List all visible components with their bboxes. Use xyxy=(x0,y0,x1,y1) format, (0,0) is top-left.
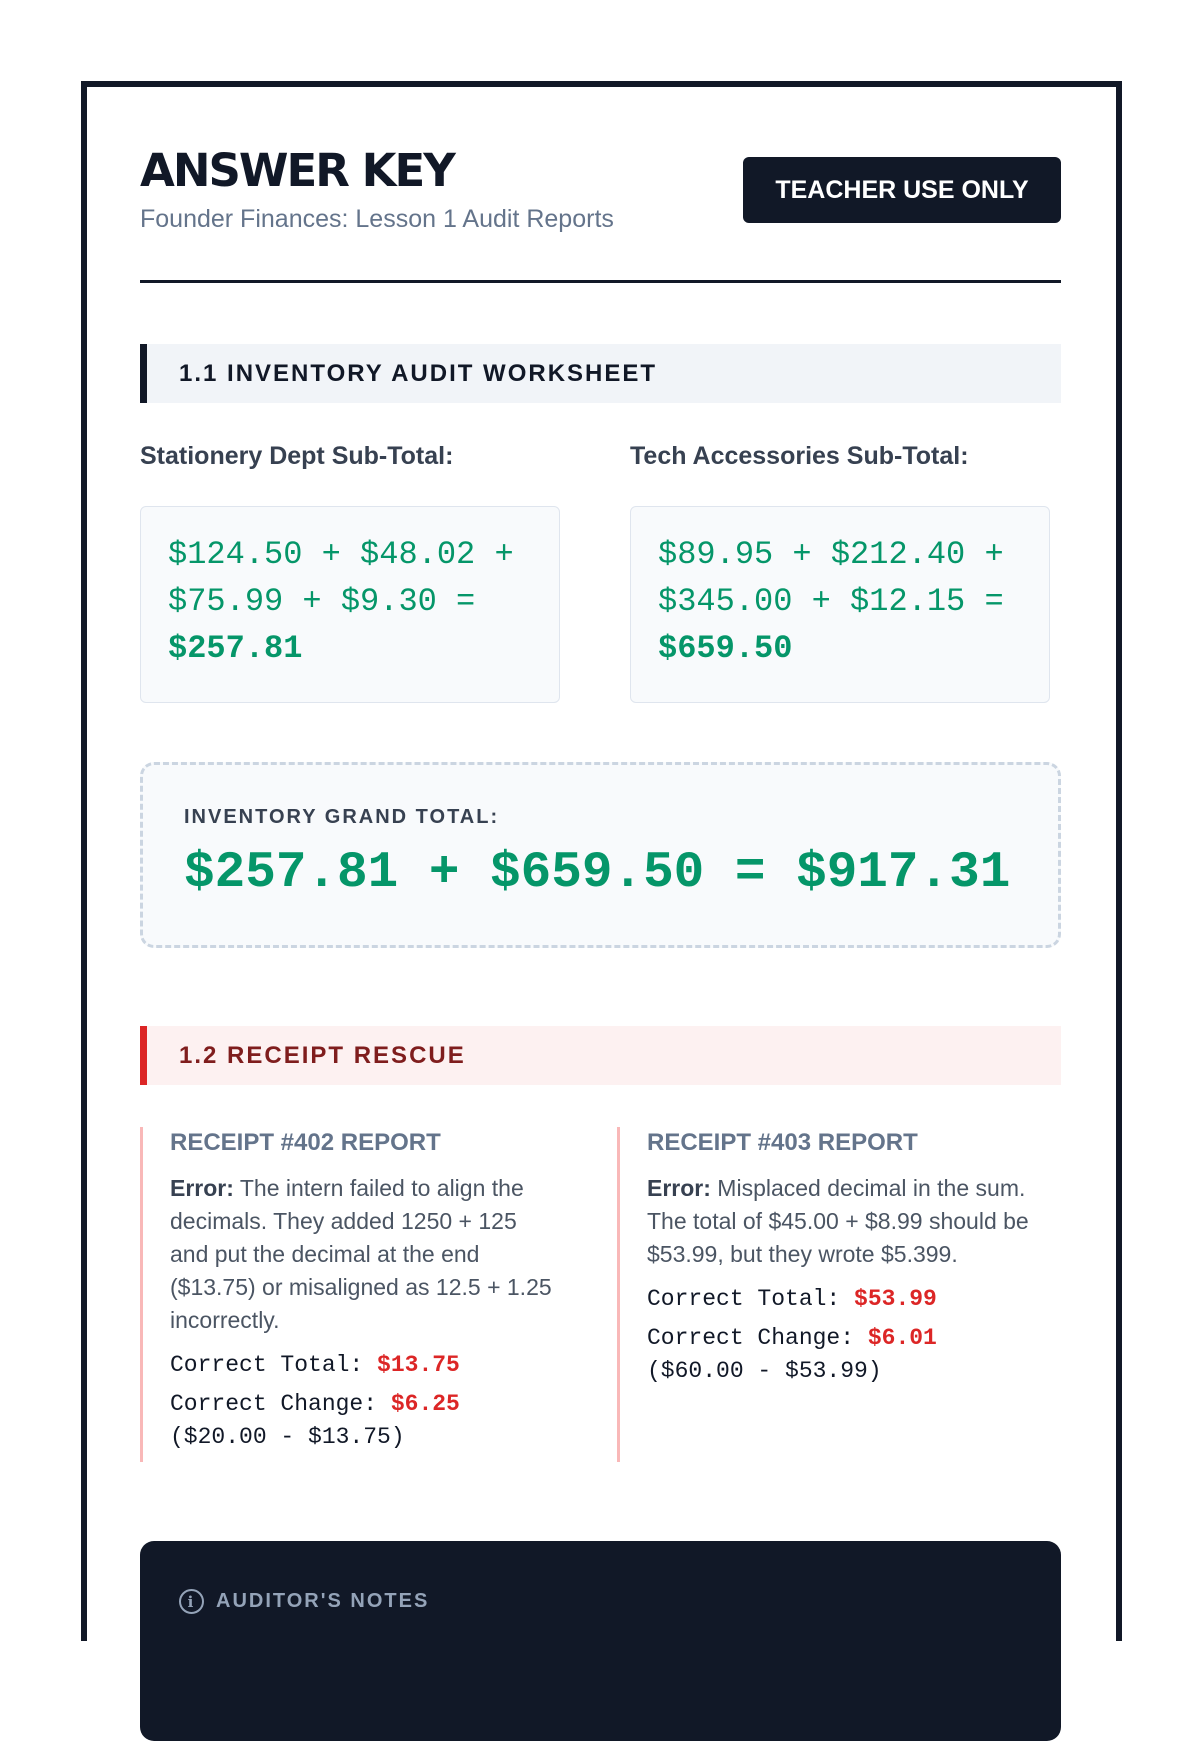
error-text: Misplaced decimal in the sum. The total of $45.00 + $8.99 should be $53.99, but they wrote $5.399. xyxy=(647,1175,1029,1267)
receipt-402-total xyxy=(170,1349,560,1382)
auditors-notes-title: AUDITOR'S NOTES xyxy=(216,1590,430,1612)
receipt-403-error xyxy=(647,1172,1037,1271)
change-value: $6.01 xyxy=(867,1325,937,1351)
page-header xyxy=(140,143,1061,283)
stationery-line-1: $124.50 + $48.02 + xyxy=(168,536,514,573)
stationery-line-2: $75.99 + $9.30 = xyxy=(168,583,476,620)
total-label: Correct Total: xyxy=(647,1286,855,1312)
section-heading-receipts: 1.2 RECEIPT RESCUE xyxy=(140,1026,1061,1085)
teacher-only-badge: TEACHER USE ONLY xyxy=(743,157,1061,223)
total-value: $53.99 xyxy=(854,1286,937,1312)
grand-total-label: INVENTORY GRAND TOTAL: xyxy=(184,806,500,828)
receipt-402-title: RECEIPT #402 REPORT xyxy=(170,1129,441,1156)
info-icon: i xyxy=(179,1589,204,1614)
answer-key-sheet xyxy=(81,81,1122,1641)
auditors-notes-heading xyxy=(179,1589,429,1614)
tech-line-1: $89.95 + $212.40 + xyxy=(658,536,1004,573)
auditors-notes-panel xyxy=(140,1541,1061,1741)
error-text: The intern failed to align the decimals. They added 1250 + 125 and put the decimal at the end ($13.75) or misaligned as 12.5 + 1.25 incorrectly. xyxy=(170,1175,552,1333)
receipt-403-change-calc: ($60.00 - $53.99) xyxy=(647,1358,882,1384)
receipt-402-change-calc: ($20.00 - $13.75) xyxy=(170,1424,405,1450)
total-value: $13.75 xyxy=(377,1352,460,1378)
grand-total-equation: $257.81 + $659.50 = $917.31 xyxy=(184,845,1011,902)
total-label: Correct Total: xyxy=(170,1352,378,1378)
page-subtitle: Founder Finances: Lesson 1 Audit Reports xyxy=(140,205,614,233)
tech-total: $659.50 xyxy=(658,630,793,667)
stationery-total: $257.81 xyxy=(168,630,303,667)
receipt-402-report xyxy=(140,1127,560,1462)
receipt-403-report xyxy=(617,1127,1037,1462)
receipt-402-change xyxy=(170,1388,560,1421)
change-label: Correct Change: xyxy=(647,1325,868,1351)
tech-calculation xyxy=(630,506,1050,703)
tech-line-2: $345.00 + $12.15 = xyxy=(658,583,1004,620)
receipt-403-title: RECEIPT #403 REPORT xyxy=(647,1129,918,1156)
error-label: Error: xyxy=(170,1175,234,1201)
tech-label: Tech Accessories Sub-Total: xyxy=(630,442,969,470)
receipt-403-change xyxy=(647,1322,1037,1355)
receipt-402-error xyxy=(170,1172,560,1337)
section-heading-inventory: 1.1 INVENTORY AUDIT WORKSHEET xyxy=(140,344,1061,403)
change-label: Correct Change: xyxy=(170,1391,391,1417)
error-label: Error: xyxy=(647,1175,711,1201)
grand-total-box xyxy=(140,762,1061,948)
receipt-403-total xyxy=(647,1283,1037,1316)
page-title: ANSWER KEY xyxy=(140,144,454,197)
stationery-calculation xyxy=(140,506,560,703)
change-value: $6.25 xyxy=(390,1391,460,1417)
stationery-label: Stationery Dept Sub-Total: xyxy=(140,442,454,470)
